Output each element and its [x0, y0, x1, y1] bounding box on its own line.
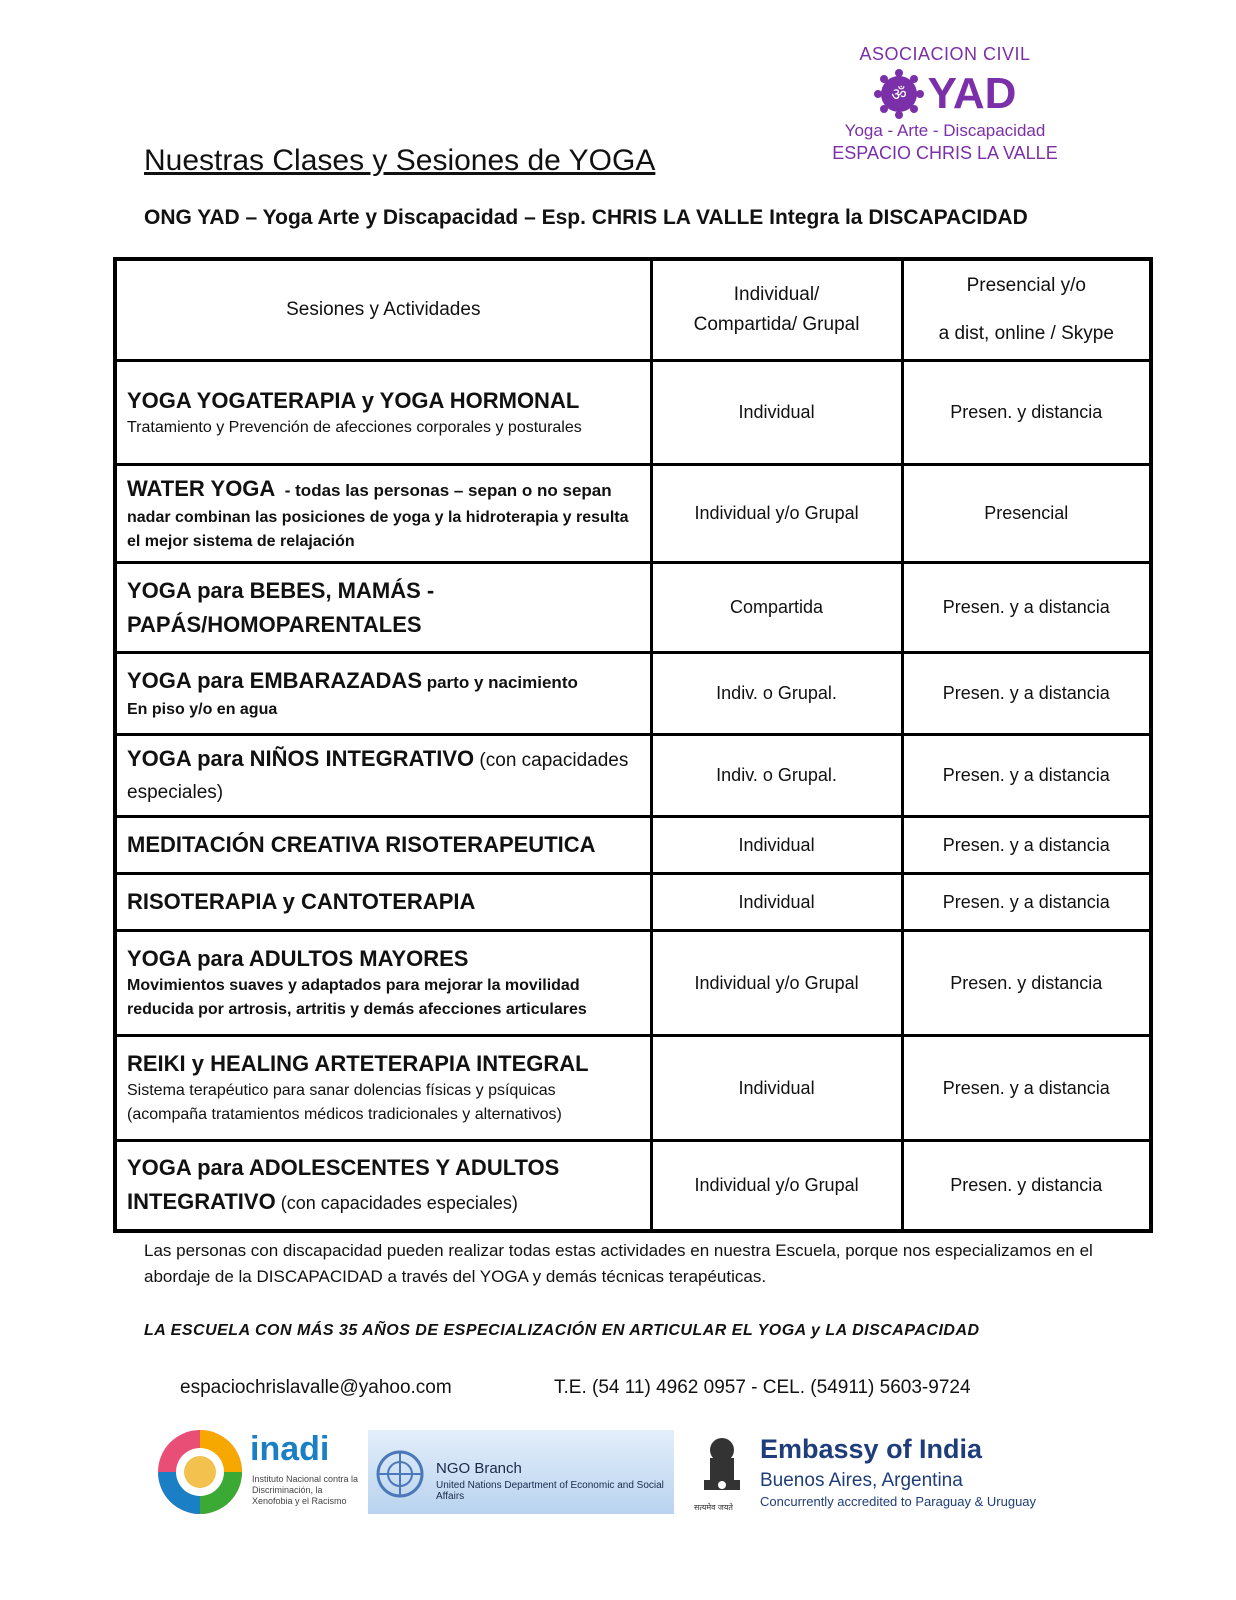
activity-cell: [115, 1036, 651, 1141]
place-cell: Presen. y a distancia: [902, 1036, 1151, 1141]
place-cell: Presen. y distancia: [902, 1141, 1151, 1231]
mode-cell: Indiv. o Grupal.: [651, 653, 902, 735]
mode-cell: Individual y/o Grupal: [651, 1141, 902, 1231]
place-cell: Presen. y a distancia: [902, 874, 1151, 931]
table-row: [115, 735, 1151, 817]
logo-espacio: ESPACIO CHRIS LA VALLE: [832, 143, 1058, 163]
place-cell: Presen. y distancia: [902, 931, 1151, 1036]
mode-cell: Compartida: [651, 563, 902, 653]
activity-name: YOGA para EMBARAZADAS: [127, 667, 422, 693]
place-cell: Presen. y a distancia: [902, 653, 1151, 735]
india-title: Embassy of India: [760, 1434, 983, 1464]
embassy-of-india-logo: [692, 1432, 1064, 1522]
place-cell: Presen. y a distancia: [902, 817, 1151, 874]
table-row: [115, 817, 1151, 874]
disability-note: Las personas con discapacidad pueden realizar todas estas actividades en nuestra Escuela, porque nos especializamos en el abordaje de la DISCAPACIDAD a través del YOGA y demás técnicas terapéuticas.: [144, 1241, 1093, 1286]
inadi-sun-icon: [156, 1428, 244, 1516]
page-subtitle: ONG YAD – Yoga Arte y Discapacidad – Esp. CHRIS LA VALLE Integra la DISCAPACIDAD: [144, 206, 1028, 229]
mode-cell: Individual y/o Grupal: [651, 931, 902, 1036]
activity-inline-note: (con capacidades especiales): [127, 749, 629, 803]
place-cell: Presen. y a distancia: [902, 735, 1151, 817]
activity-description: nadar combinan las posiciones de yoga y la hidroterapia y resulta el mejor sistema de relajación: [127, 508, 629, 550]
contact-email[interactable]: espaciochrislavalle@yahoo.com: [180, 1377, 452, 1398]
activity-description: Movimientos suaves y adaptados para mejorar la movilidad reducida por artrosis, artritis y demás afecciones articulares: [127, 977, 587, 1018]
activity-name: MEDITACIÓN CREATIVA RISOTERAPEUTICA: [127, 832, 596, 857]
logo-association-label: ASOCIACION CIVIL: [859, 44, 1031, 64]
activity-inline-note: (con capacidades especiales): [275, 1192, 518, 1213]
un-description: United Nations Department of Economic and Social Affairs: [436, 1480, 664, 1502]
classes-table: [113, 257, 1153, 1233]
table-row: [115, 874, 1151, 931]
activity-description: En piso y/o en agua: [127, 700, 278, 718]
india-city: Buenos Aires, Argentina: [760, 1470, 963, 1491]
activity-name: YOGA para ADOLESCENTES Y ADULTOS INTEGRATIVO: [127, 1154, 560, 1214]
place-cell: Presen. y a distancia: [902, 563, 1151, 653]
activity-name: YOGA YOGATERAPIA y YOGA HORMONAL: [127, 387, 580, 413]
table-row: [115, 1036, 1151, 1141]
mode-cell: Individual: [651, 817, 902, 874]
inadi-description: Instituto Nacional contra la Discriminación, la Xenofobia y el Racismo: [252, 1474, 359, 1506]
place-cell: Presen. y distancia: [902, 361, 1151, 465]
header-activities: Sesiones y Actividades: [115, 259, 651, 361]
activity-cell: [115, 931, 651, 1036]
om-lotus-icon: [874, 69, 924, 119]
inadi-logo: [156, 1428, 359, 1518]
activity-cell: [115, 817, 651, 874]
logo-mark: [820, 69, 1070, 119]
ashoka-emblem-icon: [698, 1436, 746, 1502]
logo-name: YAD: [927, 69, 1017, 118]
header-mode-line1: Individual/: [733, 284, 820, 305]
table-row: [115, 1141, 1151, 1231]
activity-description: Sistema terapéutico para sanar dolencias físicas y psíquicas (acompaña tratamientos médicos tradicionales y alternativos): [127, 1082, 562, 1123]
activity-cell: [115, 735, 651, 817]
table-row: [115, 653, 1151, 735]
activity-name: REIKI y HEALING ARTETERAPIA INTEGRAL: [127, 1051, 589, 1076]
mode-cell: Individual: [651, 1036, 902, 1141]
header-mode: [651, 259, 902, 361]
mode-cell: Individual y/o Grupal: [651, 465, 902, 563]
activity-cell: [115, 361, 651, 465]
activity-cell: [115, 874, 651, 931]
header-mode-line2: Compartida/ Grupal: [693, 314, 860, 335]
header-place: [902, 259, 1151, 361]
header-place-line1: Presencial y/o: [966, 275, 1086, 296]
activity-name: YOGA para BEBES, MAMÁS - PAPÁS/HOMOPARENTALES: [127, 577, 435, 637]
place-cell: Presencial: [902, 465, 1151, 563]
page-title: Nuestras Clases y Sesiones de YOGA: [144, 144, 656, 177]
activity-description: Tratamiento y Prevención de afecciones corporales y posturales: [127, 418, 582, 436]
mode-cell: Indiv. o Grupal.: [651, 735, 902, 817]
un-title: NGO Branch: [436, 1460, 522, 1477]
logo-tagline: Yoga - Arte - Discapacidad: [844, 121, 1046, 140]
activity-cell: [115, 465, 651, 563]
activity-inline-note: - todas las personas – sepan o no sepan: [275, 480, 612, 500]
table-row: [115, 465, 1151, 563]
school-slogan: LA ESCUELA CON MÁS 35 AÑOS DE ESPECIALIZACIÓN EN ARTICULAR EL YOGA y LA DISCAPACIDAD: [144, 1322, 980, 1339]
activity-name: YOGA para ADULTOS MAYORES: [127, 946, 469, 971]
yad-logo: [820, 44, 1070, 164]
table-row: [115, 361, 1151, 465]
un-emblem-icon: [372, 1446, 428, 1502]
activity-name: WATER YOGA: [127, 475, 276, 501]
activity-cell: [115, 563, 651, 653]
activity-cell: [115, 653, 651, 735]
om-symbol: ॐ: [890, 85, 907, 105]
inadi-name: inadi: [250, 1430, 330, 1468]
un-ngo-branch-banner: [368, 1430, 674, 1514]
table-header-row: [115, 259, 1151, 361]
mode-cell: Individual: [651, 361, 902, 465]
table-row: [115, 563, 1151, 653]
india-accreditation: Concurrently accredited to Paraguay & Uruguay: [760, 1494, 1037, 1509]
activity-cell: [115, 1141, 651, 1231]
activity-name: YOGA para NIÑOS INTEGRATIVO: [127, 745, 475, 771]
activity-inline-note: parto y nacimiento: [422, 672, 578, 692]
mode-cell: Individual: [651, 874, 902, 931]
india-motto: सत्यमेव जयते: [694, 1503, 733, 1512]
header-place-line2: a dist, online / Skype: [938, 323, 1114, 344]
table-row: [115, 931, 1151, 1036]
activity-name: RISOTERAPIA y CANTOTERAPIA: [127, 889, 476, 914]
contact-phones: T.E. (54 11) 4962 0957 - CEL. (54911) 5603-9724: [554, 1377, 971, 1398]
